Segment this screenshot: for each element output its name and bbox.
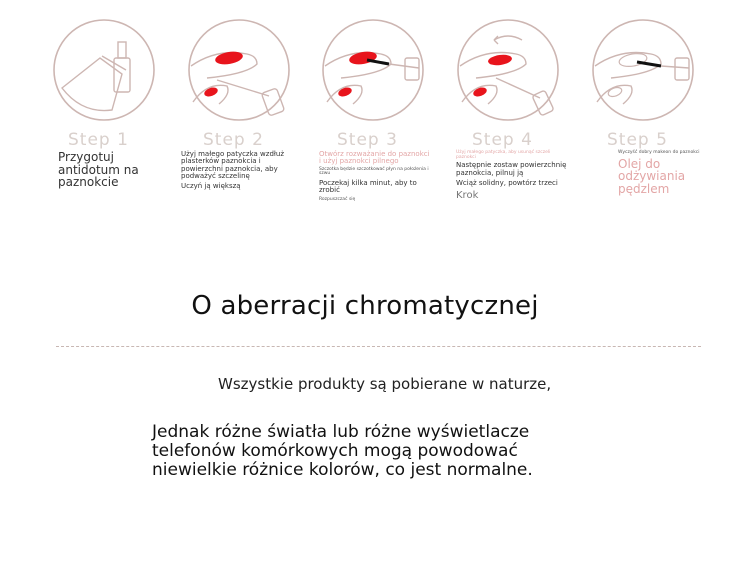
step-2-description	[181, 151, 293, 191]
step-4-title: Step 4	[472, 130, 533, 150]
step-1	[52, 18, 160, 190]
step-4-text-2: Następnie zostaw powierzchnię paznokcia, pilnuj ją	[456, 161, 567, 177]
step-4-description	[456, 151, 568, 202]
step-2	[181, 18, 295, 191]
step-3-text-4: Rozpuszczać się	[319, 196, 356, 202]
step-2-title: Step 2	[203, 130, 264, 150]
paragraph-line-2: telefonów komórkowych mogą powodować	[152, 441, 518, 462]
nail-scrape-icon	[456, 18, 560, 122]
dashed-divider	[56, 346, 701, 347]
step-4-text-1: Użyj małego patyczka, aby usunąć szczeli paznokci	[456, 150, 551, 160]
nail-oil-icon	[591, 18, 695, 122]
step-4-text-3: Wciąż solidny, powtórz trzeci	[456, 179, 558, 188]
step-3-text-2: Szczotka będzie szczotkować płyn na położenia i szwu	[319, 166, 429, 177]
color-difference-paragraph	[152, 423, 572, 480]
step-5-text-1: Wyczyść dobry makeon do paznokci	[618, 150, 700, 155]
nail-stick-icon	[187, 18, 291, 122]
nail-brush-icon	[321, 18, 425, 122]
step-3-text-3: Poczekaj kilka minut, aby to zrobić	[319, 179, 417, 195]
step-2-text-1: Użyj małego patyczka wzdłuż plasterków paznokcia i powierzchni paznokcia, aby podważyć szczelinę	[181, 150, 284, 181]
step-5	[591, 18, 700, 196]
section-heading: O aberracji chromatycznej	[191, 291, 539, 321]
step-4	[456, 18, 567, 202]
steps-row	[0, 0, 750, 230]
paragraph-line-3: niewielkie różnice kolorów, co jest normalne.	[152, 460, 533, 481]
natural-products-note: Wszystkie produkty są pobierane w naturze,	[218, 375, 552, 393]
step-3-description	[319, 151, 431, 203]
step-2-text-2: Uczyń ją większą	[181, 182, 241, 191]
step-3-text-1: Otwórz rozważanie do paznokci i użyj paznokci pilnego	[319, 150, 430, 166]
step-1-description	[58, 151, 170, 189]
step-3-title: Step 3	[337, 130, 398, 150]
step-1-title: Step 1	[68, 130, 129, 150]
step-4-text-4: Krok	[456, 190, 479, 202]
paragraph-line-1: Jednak różne światła lub różne wyświetlacze	[152, 422, 530, 442]
finger-bottle-icon	[52, 18, 156, 122]
step-1-text-1: Przygotuj antidotum na paznokcie	[58, 150, 139, 190]
step-5-description	[618, 151, 730, 196]
step-3	[319, 18, 430, 202]
step-5-title: Step 5	[607, 130, 668, 150]
step-5-text-2: Olej do odżywiania pędzlem	[618, 156, 686, 196]
